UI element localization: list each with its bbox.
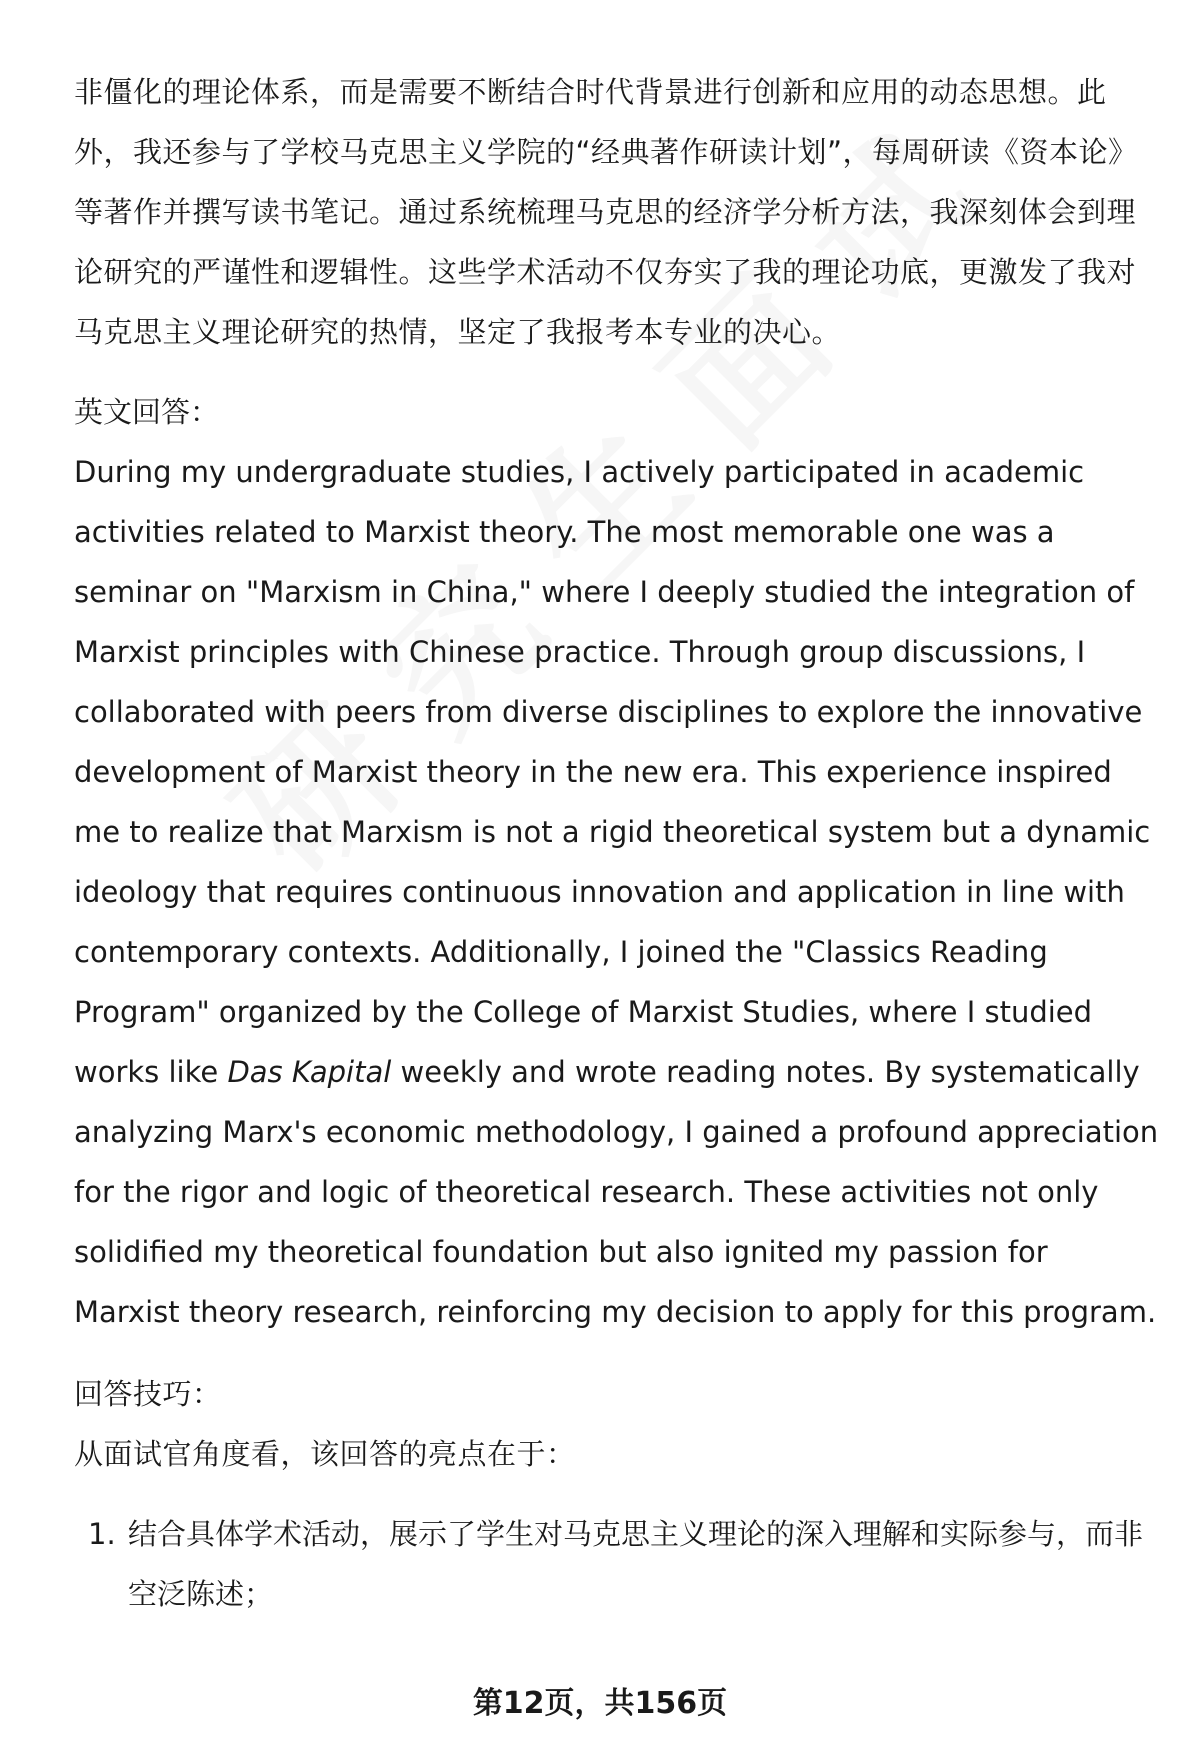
page-footer: 第12页，共156页	[472, 1686, 728, 1721]
list-item-number: 1.	[88, 1517, 116, 1551]
tips-intro: 从面试官角度看，该回答的亮点在于：	[74, 1437, 576, 1471]
english-answer-label: 英文回答：	[74, 395, 220, 429]
document-body	[74, 62, 1160, 1624]
list-item	[74, 1504, 1160, 1624]
chinese-paragraph: 非僵化的理论体系，而是需要不断结合时代背景进行创新和应用的动态思想。此外，我还参与了学校马克思主义学院的“经典著作研读计划”，每周研读《资本论》等著作并撰写读书笔记。通过系统梳理马克思的经济学分析方法，我深刻体会到理论研究的严谨性和逻辑性。这些学术活动不仅夯实了我的理论功底，更激发了我对马克思主义理论研究的热情，坚定了我报考本专业的决心。	[74, 75, 1138, 349]
book-title-italic: Das Kapital	[227, 1055, 392, 1089]
tips-block	[74, 1364, 1160, 1624]
english-text-part1: During my undergraduate studies, I actively participated in academic activities related to Marxist theory. The most memorable one was a seminar on "Marxism in China," where I deeply studied the integration of Marxist principles with Chinese practice. Through group discussions, I collaborated with peers from diverse disciplines to explore the innovative development of Marxist theory in the new era. This experience inspired me to realize that Marxism is not a rigid theoretical system but a dynamic ideology that requires continuous innovation and application in line with contemporary contexts. Additionally, I joined the "Classics Reading Program" organized by the College of Marxist Studies, where I studied works like	[74, 455, 1151, 1089]
tips-list	[74, 1504, 1160, 1624]
tips-label: 回答技巧：	[74, 1377, 222, 1411]
english-text-part2: weekly and wrote reading notes. By systematically analyzing Marx's economic methodology, I gained a profound appreciation for the rigor and logic of theoretical research. These activities not only solidified my theoretical foundation but also ignited my passion for Marxist theory research, reinforcing my decision to apply for this program.	[74, 1055, 1159, 1329]
list-item-text: 结合具体学术活动，展示了学生对马克思主义理论的深入理解和实际参与，而非空泛陈述；	[128, 1517, 1144, 1611]
english-answer-paragraph	[74, 442, 1160, 1342]
